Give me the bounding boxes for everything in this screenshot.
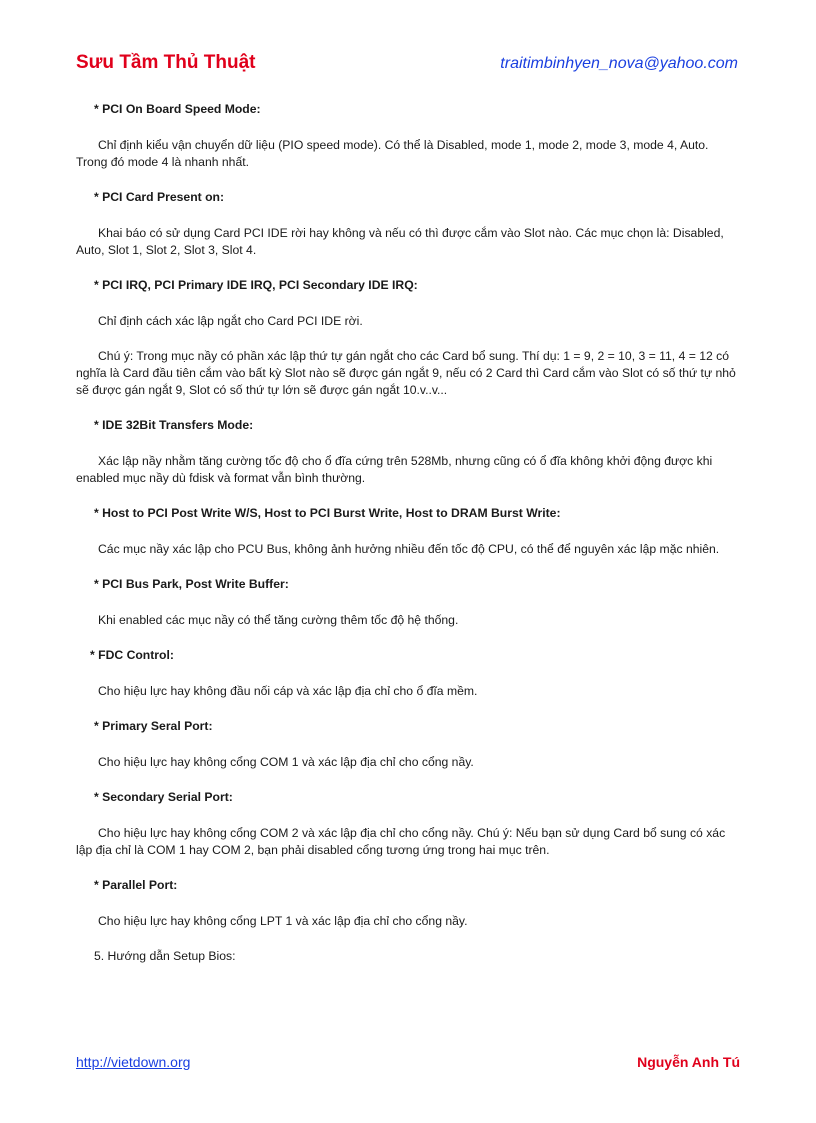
document-body [76,101,742,965]
section-note: Chú ý: Trong mục nầy có phần xác lập thứ tự gán ngắt cho các Card bổ sung. Thí dụ: 1 = 9, 2 = 10, 3 = 11, 4 = 12 có nghĩa là Card đầu tiên cắm vào bất kỳ Slot nào sẽ được gán ngắt 9, nếu có 2 Card thì Card cắm vào Slot có số thứ tự nhỏ sẽ được gán ngắt 9, Slot có số thứ tự lớn sẽ được gán ngắt 10.v..v... [76,349,736,397]
section-heading: * PCI Bus Park, Post Write Buffer: [94,577,289,591]
section-paragraph: Cho hiệu lực hay không đầu nối cáp và xác lập địa chỉ cho ổ đĩa mềm. [98,684,478,698]
section-paragraph: Cho hiệu lực hay không cổng COM 2 và xác lập địa chỉ cho cổng nầy. Chú ý: Nếu bạn sử dụng Card bổ sung có xác lập địa chỉ là COM 1 hay COM 2, bạn phải disabled cổng tương ứng trong hai mục trên. [76,826,726,857]
section-heading: * Primary Seral Port: [94,719,213,733]
numbered-heading: 5. Hướng dẫn Setup Bios: [94,949,236,963]
section-paragraph: Chỉ định cách xác lập ngắt cho Card PCI IDE rời. [98,314,363,328]
section-heading: * Host to PCI Post Write W/S, Host to PCI Burst Write, Host to DRAM Burst Write: [94,506,561,520]
section-paragraph: Khai báo có sử dụng Card PCI IDE rời hay không và nếu có thì được cắm vào Slot nào. Các mục chọn là: Disabled, Auto, Slot 1, Slot 2, Slot 3, Slot 4. [76,226,724,257]
section-heading: * FDC Control: [90,648,174,662]
section-paragraph: Chỉ định kiểu vận chuyển dữ liệu (PIO speed mode). Có thể là Disabled, mode 1, mode 2, mode 3, mode 4, Auto. Trong đó mode 4 là nhanh nhất. [76,138,709,169]
website-link[interactable]: http://vietdown.org [76,1054,191,1070]
section-heading: * Parallel Port: [94,878,178,892]
page-header [76,52,738,78]
author-email: traitimbinhyen_nova@yahoo.com [500,55,738,72]
section-paragraph: Khi enabled các mục nầy có thể tăng cường thêm tốc độ hệ thống. [98,613,459,627]
section-paragraph: Xác lập nầy nhằm tăng cường tốc độ cho ổ đĩa cứng trên 528Mb, nhưng cũng có ổ đĩa không khởi động được khi enabled mục nầy dù fdisk và format vẫn bình thường. [76,454,713,485]
page-footer [76,1054,740,1074]
section-heading: * IDE 32Bit Transfers Mode: [94,418,254,432]
section-heading: * PCI Card Present on: [94,190,225,204]
section-heading: * PCI On Board Speed Mode: [94,102,261,116]
section-heading: * PCI IRQ, PCI Primary IDE IRQ, PCI Secondary IDE IRQ: [94,278,418,292]
author-name: Nguyễn Anh Tú [637,1054,740,1070]
section-paragraph: Cho hiệu lực hay không cổng LPT 1 và xác lập địa chỉ cho cổng nầy. [98,914,468,928]
site-title: Sưu Tầm Thủ Thuật [76,52,256,73]
section-paragraph: Các mục nầy xác lập cho PCU Bus, không ảnh hưởng nhiều đến tốc độ CPU, có thể để nguyên xác lập mặc nhiên. [98,542,720,556]
section-heading: * Secondary Serial Port: [94,790,233,804]
section-paragraph: Cho hiệu lực hay không cổng COM 1 và xác lập địa chỉ cho cổng nầy. [98,755,474,769]
